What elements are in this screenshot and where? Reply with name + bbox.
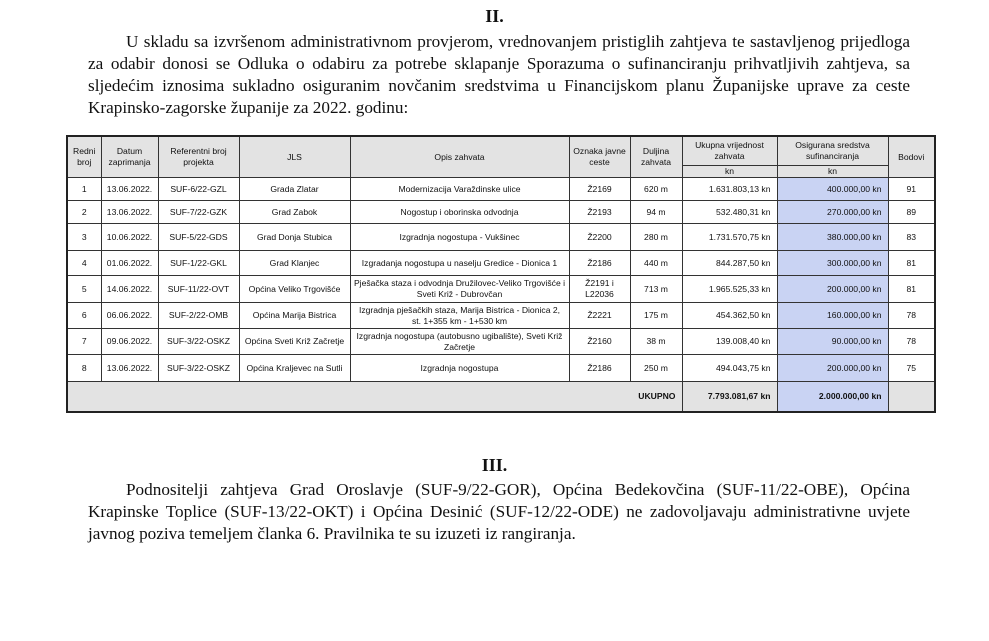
row-date: 13.06.2022. [101,178,158,201]
row-bodovi: 78 [888,303,935,329]
header-ukupna-unit: kn [682,166,777,178]
row-number: 4 [67,251,101,276]
row-oznaka: Ž2169 [569,178,630,201]
row-jls: Grad Donja Stubica [239,224,350,251]
table-row [67,276,935,303]
header-datum: Datum zaprimanja [101,136,158,178]
row-jls: Općina Sveti Križ Začretje [239,329,350,355]
row-opis: Izgradnja nogostupa - Vukšinec [350,224,569,251]
row-bodovi: 83 [888,224,935,251]
table-row [67,201,935,224]
header-ukupna: Ukupna vrijednost zahvata [682,136,777,166]
row-bodovi: 81 [888,251,935,276]
row-ukupna: 844.287,50 kn [682,251,777,276]
row-osigurana: 200.000,00 kn [777,355,888,382]
row-ukupna: 494.043,75 kn [682,355,777,382]
row-ukupna: 1.731.570,75 kn [682,224,777,251]
header-redni-broj: Redni broj [67,136,101,178]
row-bodovi: 91 [888,178,935,201]
row-jls: Grad Klanjec [239,251,350,276]
row-opis: Izgradanja nogostupa u naselju Gredice - Dionica 1 [350,251,569,276]
row-ref: SUF-6/22-GZL [158,178,239,201]
row-date: 01.06.2022. [101,251,158,276]
row-ref: SUF-1/22-GKL [158,251,239,276]
row-duljina: 713 m [630,276,682,303]
row-osigurana: 380.000,00 kn [777,224,888,251]
header-opis: Opis zahvata [350,136,569,178]
row-ref: SUF-3/22-OSKZ [158,329,239,355]
row-jls: Općina Veliko Trgovišće [239,276,350,303]
row-date: 13.06.2022. [101,201,158,224]
total-bodovi-empty [888,382,935,412]
row-duljina: 250 m [630,355,682,382]
row-number: 6 [67,303,101,329]
row-bodovi: 81 [888,276,935,303]
row-opis: Pješačka staza i odvodnja Družilovec-Veliko Trgovišće i Sveti Križ - Dubrovčan [350,276,569,303]
row-opis: Izgradnja nogostupa [350,355,569,382]
header-osigurana: Osigurana sredstva sufinanciranja [777,136,888,166]
row-date: 14.06.2022. [101,276,158,303]
section-heading-3: III. [481,455,508,475]
table-row [67,303,935,329]
row-ref: SUF-3/22-OSKZ [158,355,239,382]
row-jls: Grada Zlatar [239,178,350,201]
row-opis: Modernizacija Varaždinske ulice [350,178,569,201]
row-ukupna: 1.965.525,33 kn [682,276,777,303]
header-osigurana-unit: kn [777,166,888,178]
row-number: 2 [67,201,101,224]
section-heading-2: II. [485,6,504,26]
row-osigurana: 160.000,00 kn [777,303,888,329]
row-jls: Općina Kraljevec na Sutli [239,355,350,382]
row-oznaka: Ž2221 [569,303,630,329]
table-row [67,329,935,355]
header-bodovi: Bodovi [888,136,935,178]
row-bodovi: 78 [888,329,935,355]
row-date: 13.06.2022. [101,355,158,382]
table-row [67,355,935,382]
row-number: 8 [67,355,101,382]
row-duljina: 620 m [630,178,682,201]
header-oznaka: Oznaka javne ceste [569,136,630,178]
row-oznaka: Ž2191 i L22036 [569,276,630,303]
row-duljina: 280 m [630,224,682,251]
row-opis: Izgradnja pješačkih staza, Marija Bistrica - Dionica 2, st. 1+355 km - 1+530 km [350,303,569,329]
row-oznaka: Ž2160 [569,329,630,355]
row-number: 3 [67,224,101,251]
row-jls: Općina Marija Bistrica [239,303,350,329]
row-bodovi: 89 [888,201,935,224]
row-oznaka: Ž2186 [569,355,630,382]
total-osigurana: 2.000.000,00 kn [777,382,888,412]
row-opis: Nogostup i oborinska odvodnja [350,201,569,224]
row-number: 7 [67,329,101,355]
table-row [67,224,935,251]
total-ukupna: 7.793.081,67 kn [682,382,777,412]
row-jls: Grad Zabok [239,201,350,224]
row-osigurana: 270.000,00 kn [777,201,888,224]
funding-table [66,135,936,413]
row-oznaka: Ž2200 [569,224,630,251]
header-duljina: Duljina zahvata [630,136,682,178]
row-duljina: 94 m [630,201,682,224]
row-opis: Izgradnja nogostupa (autobusno ugibalište), Sveti Križ Začretje [350,329,569,355]
row-osigurana: 300.000,00 kn [777,251,888,276]
row-oznaka: Ž2186 [569,251,630,276]
row-date: 09.06.2022. [101,329,158,355]
row-ukupna: 1.631.803,13 kn [682,178,777,201]
section-2-text: U skladu sa izvršenom administrativnom provjerom, vrednovanjem pristiglih zahtjeva te sastavljenog prijedloga za odabir donosi se Odluka o odabiru za potrebe sklapanje Sporazuma o sufinanciranju prihvatljivih zahtjeva, sa sljedećim iznosima sukladno osiguranim novčanim sredstvima u Financijskom planu Županijske uprave za ceste Krapinsko-zagorske županije za 2022. godinu: [88,32,910,117]
header-jls: JLS [239,136,350,178]
row-duljina: 175 m [630,303,682,329]
row-date: 06.06.2022. [101,303,158,329]
row-duljina: 440 m [630,251,682,276]
row-osigurana: 200.000,00 kn [777,276,888,303]
section-3-paragraph [88,479,910,545]
row-ukupna: 532.480,31 kn [682,201,777,224]
row-number: 1 [67,178,101,201]
section-3-text: Podnositelji zahtjeva Grad Oroslavje (SUF-9/22-GOR), Općina Bedekovčina (SUF-11/22-OBE), Općina Krapinske Toplice (SUF-13/22-OKT) i Općina Desinić (SUF-12/22-ODE) ne zadovoljavaju administrativne uvjete javnog poziva temeljem članka 6. Pravilnika te su izuzeti iz rangiranja. [88,480,910,543]
row-osigurana: 400.000,00 kn [777,178,888,201]
table-body [67,178,935,382]
section-2-paragraph [88,31,910,119]
total-label: UKUPNO [67,382,682,412]
row-number: 5 [67,276,101,303]
row-oznaka: Ž2193 [569,201,630,224]
row-ukupna: 139.008,40 kn [682,329,777,355]
row-ref: SUF-11/22-OVT [158,276,239,303]
table-row [67,251,935,276]
total-row [67,382,935,412]
header-referentni-broj: Referentni broj projekta [158,136,239,178]
row-duljina: 38 m [630,329,682,355]
row-ref: SUF-7/22-GZK [158,201,239,224]
row-date: 10.06.2022. [101,224,158,251]
table-row [67,178,935,201]
row-osigurana: 90.000,00 kn [777,329,888,355]
row-ukupna: 454.362,50 kn [682,303,777,329]
row-bodovi: 75 [888,355,935,382]
row-ref: SUF-5/22-GDS [158,224,239,251]
row-ref: SUF-2/22-OMB [158,303,239,329]
